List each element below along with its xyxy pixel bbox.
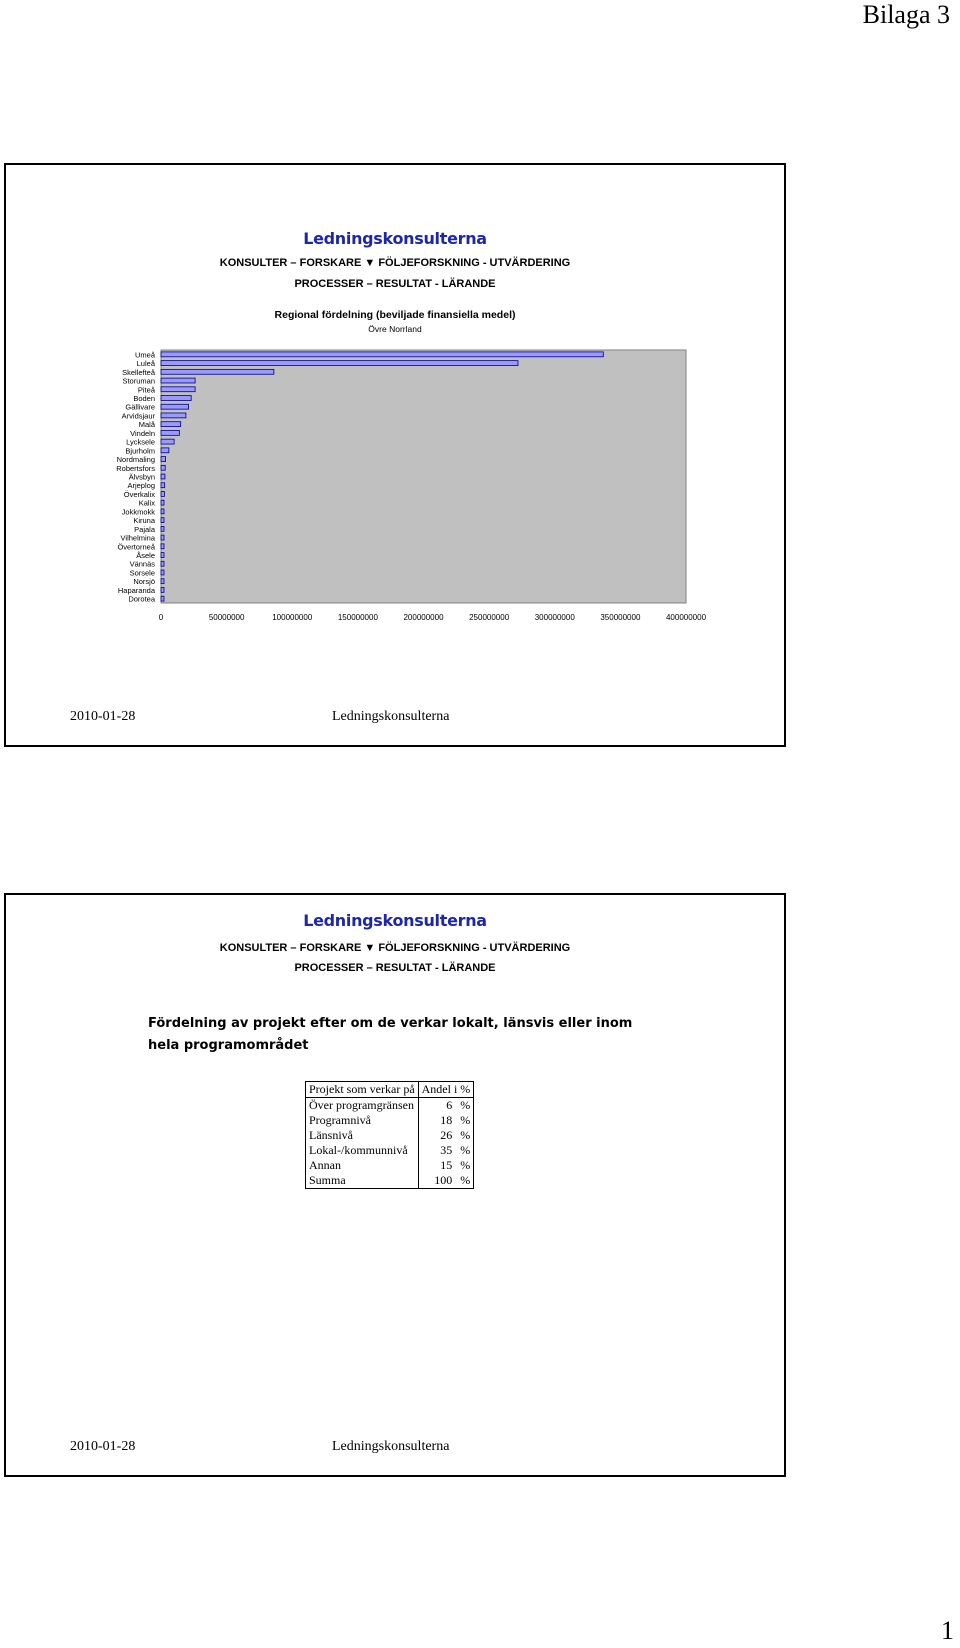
unit: % <box>460 1158 471 1172</box>
footer-date: 2010-01-28 <box>70 709 136 724</box>
value: 100 <box>434 1173 453 1187</box>
y-tick-label: Haparanda <box>117 585 155 595</box>
y-tick-label: Skellefteå <box>122 367 155 377</box>
tagline-2: PROCESSER – RESULTAT - LÄRANDE <box>294 962 496 974</box>
unit: % <box>460 1098 471 1112</box>
x-tick-label: 400000000 <box>665 613 707 622</box>
table-row <box>306 1128 474 1143</box>
table-cell-value <box>418 1143 474 1158</box>
y-tick-label: Dorotea <box>128 594 155 604</box>
footer-date: 2010-01-28 <box>70 1439 136 1454</box>
bar <box>161 544 164 549</box>
x-tick-label: 350000000 <box>600 613 641 622</box>
y-tick-label: Sorsele <box>129 568 155 578</box>
y-tick-label: Vindeln <box>130 428 155 438</box>
y-tick-label: Bjurholm <box>125 446 155 456</box>
y-tick-label: Kiruna <box>133 516 155 526</box>
y-tick-label: Kalix <box>138 498 155 508</box>
footer-name: Ledningskonsulterna <box>332 709 450 724</box>
tagline-2: PROCESSER – RESULTAT - LÄRANDE <box>294 278 496 290</box>
table-cell-value <box>418 1158 474 1173</box>
bar <box>161 518 164 523</box>
bar <box>161 404 189 409</box>
y-tick-label: Gällivare <box>125 402 155 412</box>
bar <box>161 587 164 592</box>
bar <box>161 448 169 453</box>
table-row <box>306 1143 474 1158</box>
bar <box>161 596 164 601</box>
table-cell-label: Summa <box>306 1173 419 1189</box>
bar <box>161 553 164 558</box>
y-tick-label: Boden <box>133 393 155 403</box>
page-number: 1 <box>941 1616 954 1645</box>
bar <box>161 457 166 462</box>
bar <box>161 369 274 374</box>
value: 15 <box>440 1158 453 1172</box>
bar <box>161 361 518 366</box>
table-cell-value <box>418 1128 474 1143</box>
x-tick-label: 0 <box>158 613 164 622</box>
y-tick-label: Vilhelmina <box>120 533 155 543</box>
table-cell-label: Lokal-/kommunnivå <box>306 1143 419 1158</box>
y-tick-label: Storuman <box>122 376 155 386</box>
slide-project-distribution <box>4 893 786 1477</box>
bar <box>161 509 164 514</box>
bar <box>161 561 164 566</box>
slide-regional-distribution <box>4 163 786 747</box>
bar <box>161 378 195 383</box>
y-tick-label: Jokkmokk <box>121 507 155 517</box>
bar <box>161 387 195 392</box>
bar <box>161 465 165 470</box>
x-tick-label: 300000000 <box>534 613 575 622</box>
y-tick-label: Älvsbyn <box>128 472 155 482</box>
y-tick-label: Robertsfors <box>116 463 155 473</box>
table-header-row <box>306 1082 474 1098</box>
table-row <box>306 1113 474 1128</box>
y-tick-label: Luleå <box>136 359 155 369</box>
y-tick-label: Umeå <box>134 350 155 360</box>
table-cell-label: Annan <box>306 1158 419 1173</box>
bar <box>161 352 603 357</box>
y-tick-label: Vännäs <box>129 559 155 569</box>
y-tick-label: Pajala <box>134 524 155 534</box>
unit: % <box>460 1173 471 1187</box>
distribution-table <box>305 1081 474 1189</box>
table-row <box>306 1098 474 1114</box>
page-header: Bilaga 3 <box>862 0 950 29</box>
table-cell-value <box>418 1113 474 1128</box>
bar <box>161 396 191 401</box>
slide-heading <box>148 1013 648 1057</box>
y-tick-label: Nordmaling <box>116 455 155 465</box>
bar <box>161 483 165 488</box>
unit: % <box>460 1128 471 1142</box>
bar-chart <box>6 165 784 685</box>
footer-name: Ledningskonsulterna <box>332 1439 450 1454</box>
x-tick-label: 200000000 <box>403 613 444 622</box>
table-header-cell: Andel i % <box>418 1082 474 1098</box>
bar <box>161 500 164 505</box>
bar <box>161 422 181 427</box>
y-tick-label: Överkalix <box>123 489 155 499</box>
y-tick-label: Malå <box>138 420 155 430</box>
bar <box>161 579 164 584</box>
x-tick-label: 100000000 <box>272 613 313 622</box>
brand-title: Ledningskonsulterna <box>303 229 487 248</box>
table-header-cell: Projekt som verkar på <box>306 1082 419 1098</box>
unit: % <box>460 1113 471 1127</box>
table-cell-value <box>418 1098 474 1114</box>
table-row <box>306 1173 474 1189</box>
table-cell-label: Länsnivå <box>306 1128 419 1143</box>
table-cell-value <box>418 1173 474 1189</box>
slide-heading-line-1: Fördelning av projekt efter om de verkar lokalt, länsvis eller inom <box>148 1016 633 1031</box>
chart-title: Regional fördelning (beviljade finansiella medel) <box>274 309 516 321</box>
bar <box>161 492 164 497</box>
y-tick-label: Piteå <box>137 385 155 395</box>
y-tick-label: Åsele <box>136 551 155 561</box>
brand-title: Ledningskonsulterna <box>303 911 487 930</box>
unit: % <box>460 1143 471 1157</box>
value: 26 <box>440 1128 453 1142</box>
x-tick-label: 150000000 <box>337 613 378 622</box>
y-tick-label: Arvidsjaur <box>121 411 155 421</box>
table-cell-label: Över programgränsen <box>306 1098 419 1114</box>
x-tick-label: 250000000 <box>469 613 510 622</box>
y-tick-label: Lycksele <box>126 437 155 447</box>
bar <box>161 413 186 418</box>
tagline-1: KONSULTER – FORSKARE ▼ FÖLJEFORSKNING - UTVÄRDERING <box>219 942 571 954</box>
bar <box>161 439 174 444</box>
value: 18 <box>440 1113 453 1127</box>
y-tick-label: Norsjö <box>133 577 155 587</box>
table-cell-label: Programnivå <box>306 1113 419 1128</box>
bar <box>161 535 164 540</box>
tagline-1: KONSULTER – FORSKARE ▼ FÖLJEFORSKNING - UTVÄRDERING <box>219 257 571 269</box>
chart-subtitle: Övre Norrland <box>368 324 422 334</box>
value: 35 <box>440 1143 453 1157</box>
plot-area <box>161 350 686 603</box>
bar <box>161 570 164 575</box>
bar <box>161 526 164 531</box>
y-tick-label: Arjeplog <box>127 481 155 491</box>
table-row <box>306 1158 474 1173</box>
slide-heading-line-2: hela programområdet <box>148 1038 309 1053</box>
y-tick-label: Övertorneå <box>117 542 155 552</box>
value: 6 <box>446 1098 453 1112</box>
bar <box>161 430 179 435</box>
x-tick-label: 50000000 <box>208 613 245 622</box>
bar <box>161 474 165 479</box>
